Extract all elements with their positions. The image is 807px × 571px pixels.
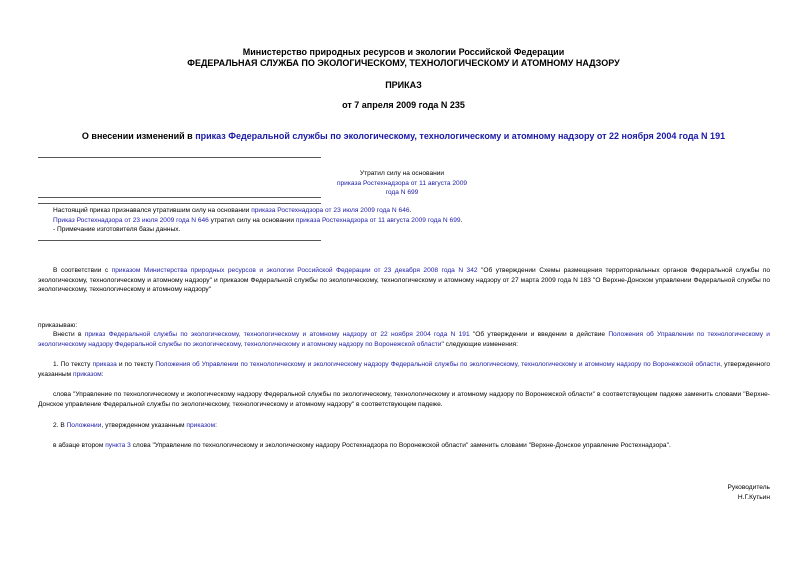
intro-link-1[interactable]: приказ Федеральной службы по экологическому, технологическому и атомному надзору от 22 ноября 2004 года N 191	[84, 331, 470, 338]
item-1-text-1: 1. По тексту	[53, 361, 93, 368]
item-2-body-text-1: в абзаце втором	[53, 442, 106, 449]
divider-note-bottom	[38, 240, 321, 241]
item-1-link-3[interactable]: приказом	[73, 370, 102, 378]
document-title	[0, 131, 807, 141]
signature-name: Н.Г.Кутьин	[737, 493, 770, 501]
editor-note	[53, 206, 773, 235]
note-text-1: Настоящий приказ признавался утратившим силу на основании	[53, 207, 252, 214]
item-2-text-2: , утвержденном указанным	[101, 422, 187, 429]
note-end-2: .	[460, 216, 463, 224]
item-2-link-1[interactable]: Положении	[66, 422, 102, 429]
preamble-text-1: В соответствии с	[53, 267, 112, 274]
status-text: Утратил силу на основании	[359, 170, 445, 177]
item-1-link-1[interactable]: приказа	[92, 361, 117, 368]
order-word: приказываю:	[38, 322, 78, 329]
status-link[interactable]: приказа Ростехнадзора от 11 августа 2009 года N 699	[336, 179, 468, 197]
status-block	[330, 169, 474, 198]
preamble-link-1[interactable]: приказом Министерства природных ресурсов и экологии Российской Федерации от 23 декабря 2008 года N 342	[111, 267, 478, 274]
intro-paragraph	[38, 330, 770, 349]
item-2-body-text-2: слова "Управление по технологическому и экологическому надзору Ростехнадзора по Воронежской области" заменить словами "Верхне-Донское управление Ростехнадзора".	[130, 442, 671, 449]
note-link-1[interactable]: приказа Ростехнадзора от 23 июля 2009 года N 646	[251, 207, 410, 214]
preamble-paragraph	[38, 266, 770, 295]
item-1-text-3: , утвержденного указанным	[38, 361, 770, 378]
intro-text-3: " следующие изменения:	[441, 340, 518, 348]
item-2-link-2[interactable]: приказом	[186, 422, 216, 429]
note-text-3: - Примечание изготовителя базы данных.	[53, 226, 181, 234]
ministry-name: Министерство природных ресурсов и экологии Российской Федерации	[242, 47, 565, 57]
preamble-text-2: "Об утверждении Схемы размещения территориальных органов Федеральной службы по экологическому, технологическому и атомному надзору" и приказом Федеральной службы по экологическому, технологическому и атомному надзору от 27 марта 2009 года N 183 "О Верхне-Донском управлении Федеральной службы по экологическому, технологическому и атомному надзору"	[38, 267, 770, 294]
item-1-text-4: :	[101, 370, 104, 378]
item-1-body: слова "Управление по технологическому и экологическому надзору Федеральной службы по экологическому, технологическому и атомному надзору по Воронежской области" в соответствующем падеже заменить словами "Верхне-Донское управление Федеральной службы по экологическому, технологическому и атомному надзору" в соответствующем падеже.	[38, 391, 770, 408]
document-date-number: от 7 апреля 2009 года N 235	[342, 100, 465, 110]
document-type: ПРИКАЗ	[385, 80, 422, 90]
signature-role: Руководитель	[727, 484, 770, 491]
item-2-paragraph	[53, 421, 770, 431]
item-2-text-1: 2. В	[53, 422, 67, 429]
item-1-link-2[interactable]: Положения об Управлении по технологическому и экологическому надзору Федеральной службы по экологическому, технологическому и атомному надзору по Воронежской области	[155, 361, 721, 368]
divider-note-top-1	[38, 197, 321, 198]
item-2-body-link[interactable]: пункта 3	[105, 442, 131, 449]
item-1-text-2: и по тексту	[116, 361, 156, 368]
item-2-text-3: :	[215, 422, 217, 429]
signature-block	[620, 483, 770, 502]
divider-top	[38, 157, 321, 158]
divider-note-top-2	[38, 203, 321, 204]
service-name: ФЕДЕРАЛЬНАЯ СЛУЖБА ПО ЭКОЛОГИЧЕСКОМУ, ТЕХНОЛОГИЧЕСКОМУ И АТОМНОМУ НАДЗОРУ	[187, 58, 620, 68]
intro-text-1: Внести в	[53, 331, 85, 338]
note-text-2: утратил силу на основании	[208, 216, 296, 224]
title-link[interactable]: приказ Федеральной службы по экологическому, технологическому и атомному надзору от 22 ноября 2004 года N 191	[195, 131, 726, 141]
note-link-3[interactable]: приказа Ростехнадзора от 11 августа 2009 года N 699	[295, 216, 461, 224]
note-end-1: .	[409, 207, 412, 214]
item-2-body	[53, 441, 770, 451]
title-prefix: О внесении изменений в	[81, 131, 196, 141]
intro-link-2[interactable]: Положения об Управлении по технологическому и экологическому надзору Федеральной службы по экологическому, технологическому и атомному надзору по Воронежской области	[38, 331, 770, 348]
intro-text-2: "Об утверждении и введении в действие	[469, 331, 609, 338]
item-1-paragraph	[38, 360, 770, 379]
note-link-2[interactable]: Приказ Ростехнадзора от 23 июля 2009 года N 646	[53, 216, 209, 224]
